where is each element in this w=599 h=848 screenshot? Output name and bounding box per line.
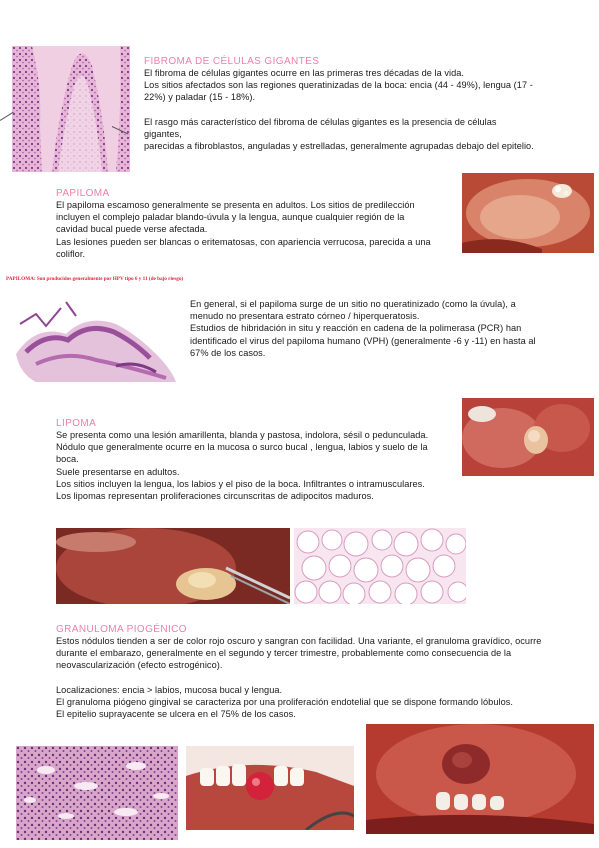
lipoma-p1: Se presenta como una lesión amarillenta, blanda y pastosa, indolora, sésil o pedunculada. bbox=[56, 430, 429, 440]
papiloma-p4: Estudios de hibridación in situ y reacción en cadena de la polimerasa (PCR) han identificado el virus del papiloma humano (VPH) (generalmente -6 y -11) en hasta al 67% de los casos. bbox=[190, 323, 536, 358]
granuloma-section bbox=[56, 624, 544, 720]
lipoma-histology-image bbox=[294, 528, 466, 604]
lipoma-p5: Los lipomas representan proliferaciones circunscritas de adipocitos maduros. bbox=[56, 491, 374, 502]
fibroma-section bbox=[144, 56, 534, 152]
papiloma-histology-image bbox=[6, 294, 178, 384]
fibroma-histology-image bbox=[12, 46, 130, 172]
fibroma-title: FIBROMA DE CÉLULAS GIGANTES bbox=[144, 56, 320, 67]
granuloma-p2: Localizaciones: encia > labios, mucosa bucal y lengua. bbox=[56, 684, 283, 695]
papiloma-p2: Las lesiones pueden ser blancas o eritematosas, con apariencia verrucosa, parecida a una coliflor. bbox=[56, 236, 431, 259]
lipoma-title: LIPOMA bbox=[56, 418, 97, 429]
lipoma-p2: Nódulo que generalmente ocurre en la mucosa o surco bucal , lengua, labios y suelo de la boca. bbox=[56, 442, 428, 465]
granuloma-title: GRANULOMA PIOGÉNICO bbox=[56, 624, 187, 635]
papiloma-clinical-photo bbox=[462, 173, 594, 253]
papiloma-p3: En general, si el papiloma surge de un sitio no queratinizado (como la úvula), a menudo no presentara estrato córneo / hiperqueratosis. bbox=[190, 299, 516, 322]
lipoma-clinical-photo bbox=[462, 398, 594, 476]
granuloma-p4: El epitelio suprayacente se ulcera en el 75% de los casos. bbox=[56, 709, 296, 720]
granuloma-clinical-photo-2 bbox=[366, 724, 594, 834]
fibroma-p2: Los sitios afectados son las regiones queratinizadas de la boca: encia (44 - 49%), lengua (17 - 22%) y paladar (15 - 18%). bbox=[144, 80, 533, 103]
lipoma-p3: Suele presentarse en adultos. bbox=[56, 466, 180, 477]
lipoma-surgical-photo bbox=[56, 528, 290, 604]
granuloma-p1: Estos nódulos tienden a ser de color rojo oscuro y sangran con facilidad. Una variante, el granuloma gravídico, ocurre durante el embarazo, generalmente en el segundo y tercer trimestre, probablemente como consecuencia de la neovascularización (efecto estrogénico). bbox=[56, 636, 542, 671]
fibroma-p4: parecidas a fibroblastos, anguladas y estrelladas, generalmente agrupadas debajo del epitelio. bbox=[144, 141, 534, 152]
lipoma-p4: Los sitios incluyen la lengua, los labios y el piso de la boca. Infiltrantes o intramusculares. bbox=[56, 478, 425, 489]
granuloma-histology-image bbox=[16, 746, 178, 840]
fibroma-p3: El rasgo más característico del fibroma de células gigantes es la presencia de células gigantes, bbox=[144, 116, 497, 139]
papiloma-section-2 bbox=[190, 298, 540, 359]
papiloma-title: PAPILOMA bbox=[56, 188, 110, 199]
granuloma-p3: El granuloma piógeno gingival se caracteriza por una proliferación endotelial que se dispone formando lóbulos. bbox=[56, 696, 513, 707]
lipoma-section bbox=[56, 418, 506, 502]
papiloma-hpv-note: PAPILOMA: Son producidos generalmente por HPV tipo 6 y 11 (de bajo riesgo) bbox=[6, 276, 184, 282]
fibroma-p1: El fibroma de células gigantes ocurre en las primeras tres décadas de la vida. bbox=[144, 68, 465, 78]
granuloma-clinical-photo-1 bbox=[186, 746, 354, 830]
papiloma-section bbox=[56, 188, 436, 260]
papiloma-p1: El papiloma escamoso generalmente se presenta en adultos. Los sitios de predilección incluyen el complejo paladar blando-úvula y la lengua, aunque cualquier región de la cavidad bucal puede verse afectada. bbox=[56, 200, 415, 235]
